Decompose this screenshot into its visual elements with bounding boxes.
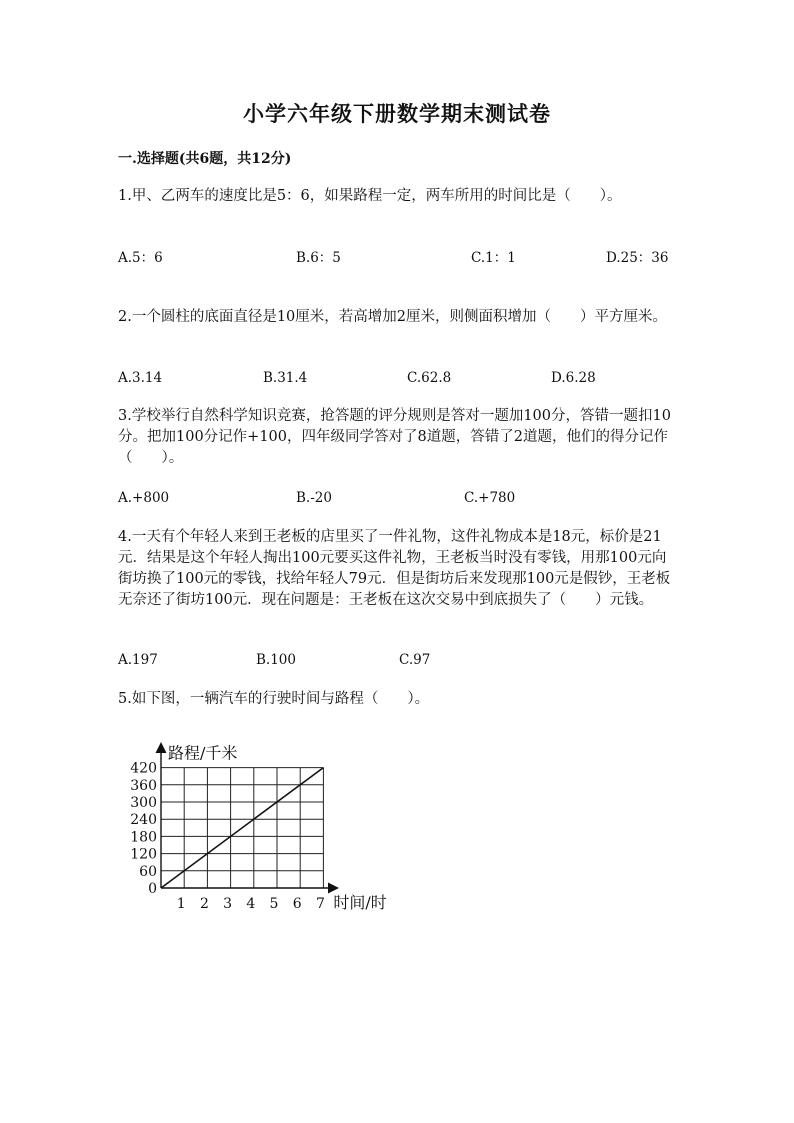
option-c: C.+780 <box>464 490 516 506</box>
option-b: B.-20 <box>296 490 332 506</box>
option-c: C.97 <box>399 652 431 668</box>
option-a: A.3.14 <box>118 370 163 386</box>
y-axis-label: 路程/千米 <box>168 743 238 763</box>
question-1: 1.甲、乙两车的速度比是5：6，如果路程一定，两车所用的时间比是（ ）。 <box>118 188 622 204</box>
series-line <box>161 768 323 888</box>
distance-time-chart <box>125 742 405 922</box>
option-b: B.100 <box>256 652 296 668</box>
y-tick-label: 0 <box>148 881 157 897</box>
y-tick-label: 60 <box>139 863 157 880</box>
question-4: 4.一天有个年轻人来到王老板的店里买了一件礼物，这件礼物成本是18元，标价是21元．结果是这个年轻人掏出100元要买这件礼物，王老板当时没有零钱，用那100元向街坊换了100元的零钱，找给年轻人79元．但是街坊后来发现那100元是假钞，王老板无奈还了街坊100元．现在问题是：王老板在这次交易中到底损失了（ ）元钱。 <box>118 529 671 608</box>
y-tick-labels <box>130 761 157 897</box>
page-title: 小学六年级下册数学期末测试卷 <box>243 101 551 126</box>
x-tick-label: 3 <box>223 896 233 912</box>
y-tick-label: 180 <box>130 829 157 846</box>
x-tick-label: 4 <box>246 896 256 912</box>
x-tick-label: 6 <box>292 896 302 912</box>
option-a: A.5：6 <box>118 250 163 266</box>
option-d: D.25：36 <box>606 250 669 266</box>
x-tick-label: 7 <box>315 896 325 912</box>
option-d: D.6.28 <box>551 370 596 386</box>
y-tick-label: 120 <box>130 846 157 863</box>
option-c: C.62.8 <box>407 370 452 386</box>
y-tick-label: 240 <box>130 812 157 829</box>
option-c: C.1：1 <box>471 250 516 266</box>
question-5: 5.如下图，一辆汽车的行驶时间与路程（ ）。 <box>118 691 430 707</box>
option-b: B.31.4 <box>263 370 308 386</box>
x-tick-label: 2 <box>199 896 209 912</box>
y-tick-label: 300 <box>130 795 157 811</box>
chart-series <box>161 768 323 888</box>
x-axis-label: 时间/时 <box>333 893 387 912</box>
x-tick-labels <box>177 896 325 912</box>
question-2: 2.一个圆柱的底面直径是10厘米，若高增加2厘米，则侧面积增加（ ）平方厘米。 <box>118 309 668 325</box>
y-tick-label: 360 <box>130 777 157 794</box>
option-a: A.+800 <box>118 490 170 506</box>
x-tick-label: 1 <box>176 896 186 912</box>
option-a: A.197 <box>118 652 158 668</box>
question-3: 3.学校举行自然科学知识竞赛，抢答题的评分规则是答对一题加100分，答错一题扣10分。把加100分记作+100，四年级同学答对了8道题，答错了2道题，他们的得分记作（ ）。 <box>118 408 671 466</box>
section-heading: 一.选择题(共6题，共12分) <box>118 151 292 167</box>
x-tick-label: 5 <box>269 896 279 912</box>
y-tick-label: 420 <box>130 760 157 777</box>
option-b: B.6：5 <box>296 250 341 266</box>
